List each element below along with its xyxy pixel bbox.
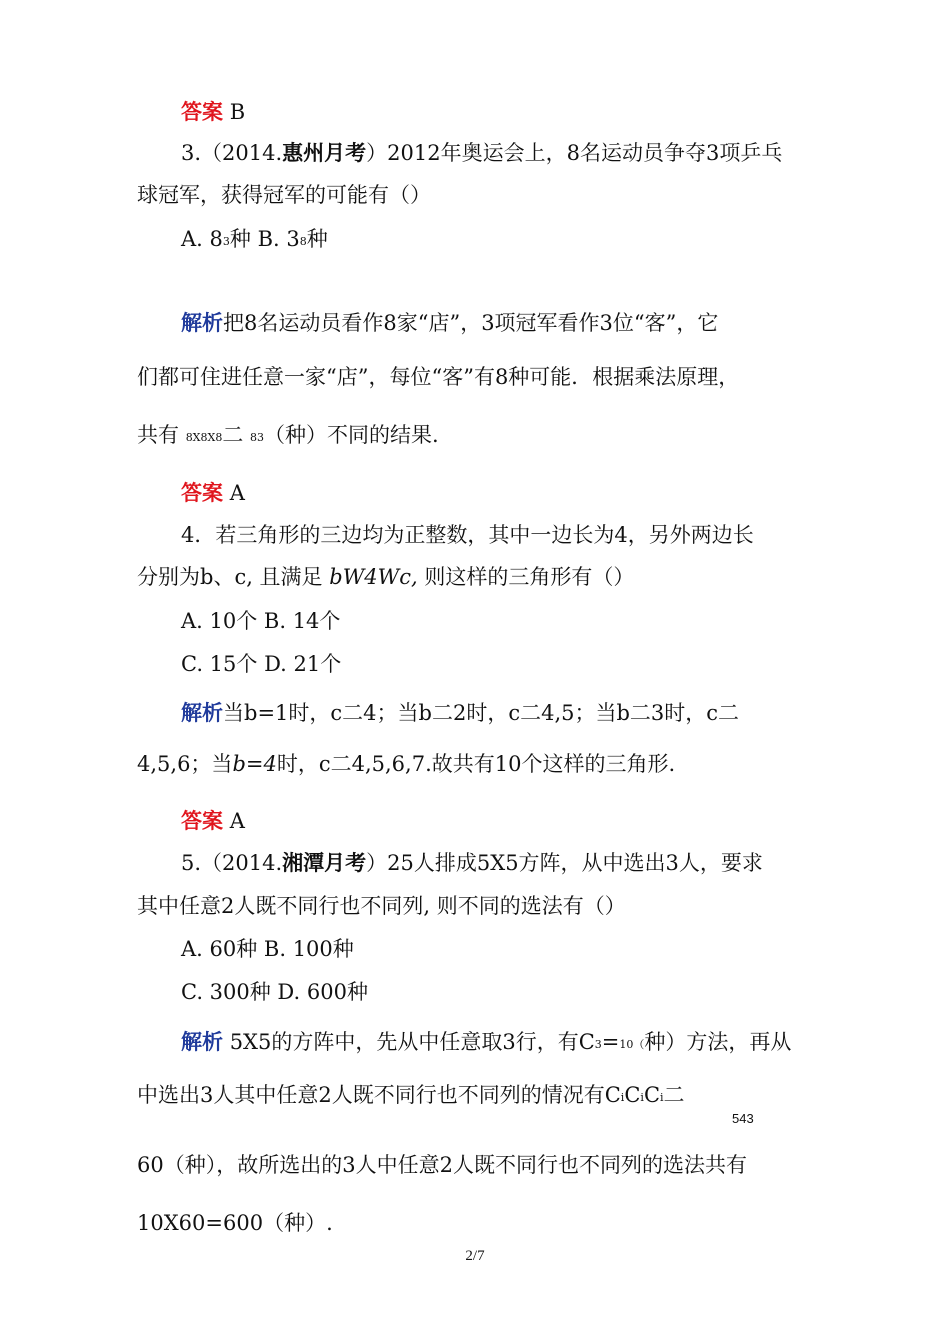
- analysis-text: 当b=1时，c二4；当b二2时，c二4,5；当b二3时，c二: [223, 701, 740, 725]
- formula-text: 10（: [619, 1038, 645, 1051]
- question-4-line-2: [137, 563, 634, 591]
- option-text: A. 8: [181, 227, 223, 251]
- answer-line: [181, 98, 245, 126]
- answer-label: 答案: [181, 99, 223, 124]
- analysis-3-line-3: [137, 421, 439, 452]
- analysis-3-line-1: [181, 309, 718, 337]
- answer-line: [181, 807, 245, 835]
- analysis-5-line-3: 60（种），故所选出的3人中任意2人既不同行也不同列的选法共有: [137, 1153, 747, 1177]
- answer-label: 答案: [181, 480, 223, 505]
- analysis-4-line-2: [137, 750, 675, 778]
- question-4-line-1: 4．若三角形的三边均为正整数，其中一边长为4，另外两边长: [181, 523, 754, 547]
- question-text: 分别为b、c, 且满足: [137, 565, 323, 589]
- formula-text: 83: [250, 431, 265, 444]
- question-3-line-1: [181, 139, 782, 167]
- analysis-3-line-2: 们都可住进任意一家“店”，每位“客”有8种可能．根据乘法原理，: [137, 365, 740, 389]
- option-text: 种 B. 3: [229, 227, 300, 251]
- option-superscript: 3: [222, 235, 230, 248]
- analysis-text: （种）不同的结果.: [264, 423, 439, 447]
- analysis-4-line-1: [181, 699, 739, 727]
- analysis-text: 5X5的方阵中，先从中任意取3行，有C: [229, 1030, 595, 1054]
- question-number: 3.（2014.: [181, 141, 283, 165]
- question-text: ）2012年奥运会上，8名运动员争夺3项乒乓: [366, 141, 783, 165]
- analysis-text: C: [643, 1083, 661, 1107]
- question-5-options-cd: C. 300种 D. 600种: [181, 980, 368, 1004]
- option-superscript: 8: [299, 235, 307, 248]
- inequality-text: bW4Wc,: [329, 565, 418, 589]
- analysis-text: 把8名运动员看作8家“店”，3项冠军看作3位“客”，它: [223, 311, 719, 335]
- formula-text: 8X8X8: [185, 431, 223, 444]
- analysis-text: 时，c二4,5,6,7.故共有10个这样的三角形.: [276, 752, 676, 776]
- analysis-label: 解析: [181, 700, 223, 725]
- analysis-text: =: [601, 1030, 620, 1054]
- analysis-text: C: [624, 1083, 641, 1107]
- analysis-label: 解析: [181, 1029, 223, 1054]
- analysis-5-line-2: [137, 1081, 685, 1112]
- subscript-text: i: [640, 1091, 644, 1104]
- question-5-line-2: 其中任意2人既不同行也不同列, 则不同的选法有（）: [137, 894, 626, 918]
- subscript-text: i: [620, 1091, 625, 1104]
- question-3-options: [181, 225, 328, 256]
- question-4-options-cd: C. 15个 D. 21个: [181, 652, 342, 676]
- analysis-text: 二: [663, 1083, 685, 1107]
- analysis-label: 解析: [181, 310, 223, 335]
- combination-indices: 543: [732, 1111, 754, 1126]
- question-3-line-2: 球冠军，获得冠军的可能有（）: [137, 183, 431, 207]
- question-number: 5.（2014.: [181, 851, 283, 875]
- answer-value: A: [229, 481, 245, 505]
- subscript-text: 3: [594, 1038, 602, 1051]
- answer-label: 答案: [181, 808, 223, 833]
- analysis-5-line-1: [181, 1028, 791, 1059]
- question-5-options-ab: A. 60种 B. 100种: [181, 937, 354, 961]
- analysis-text: 二: [222, 423, 244, 447]
- analysis-text: 中选出3人其中任意2人既不同行也不同列的情况有C: [137, 1083, 621, 1107]
- formula-text: b=4: [232, 752, 277, 776]
- analysis-text: 共有: [137, 423, 179, 447]
- answer-value: A: [229, 809, 245, 833]
- subscript-text: i: [660, 1091, 664, 1104]
- question-source: 惠州月考: [282, 140, 367, 165]
- question-text: ）25人排成5X5方阵，从中选出3人，要求: [366, 851, 763, 875]
- analysis-text: 4,5,6；当: [137, 752, 233, 776]
- answer-value: B: [229, 100, 246, 124]
- question-4-options-ab: A. 10个 B. 14个: [181, 609, 341, 633]
- analysis-5-line-4: 10X60=600（种）.: [137, 1211, 333, 1235]
- option-text: 种: [306, 227, 328, 251]
- answer-line: [181, 479, 245, 507]
- page-number: 2/7: [465, 1248, 485, 1264]
- question-5-line-1: [181, 849, 763, 877]
- analysis-text: 种）方法，再从: [644, 1030, 792, 1054]
- question-text: 则这样的三角形有（）: [424, 565, 635, 589]
- question-source: 湘潭月考: [282, 850, 367, 875]
